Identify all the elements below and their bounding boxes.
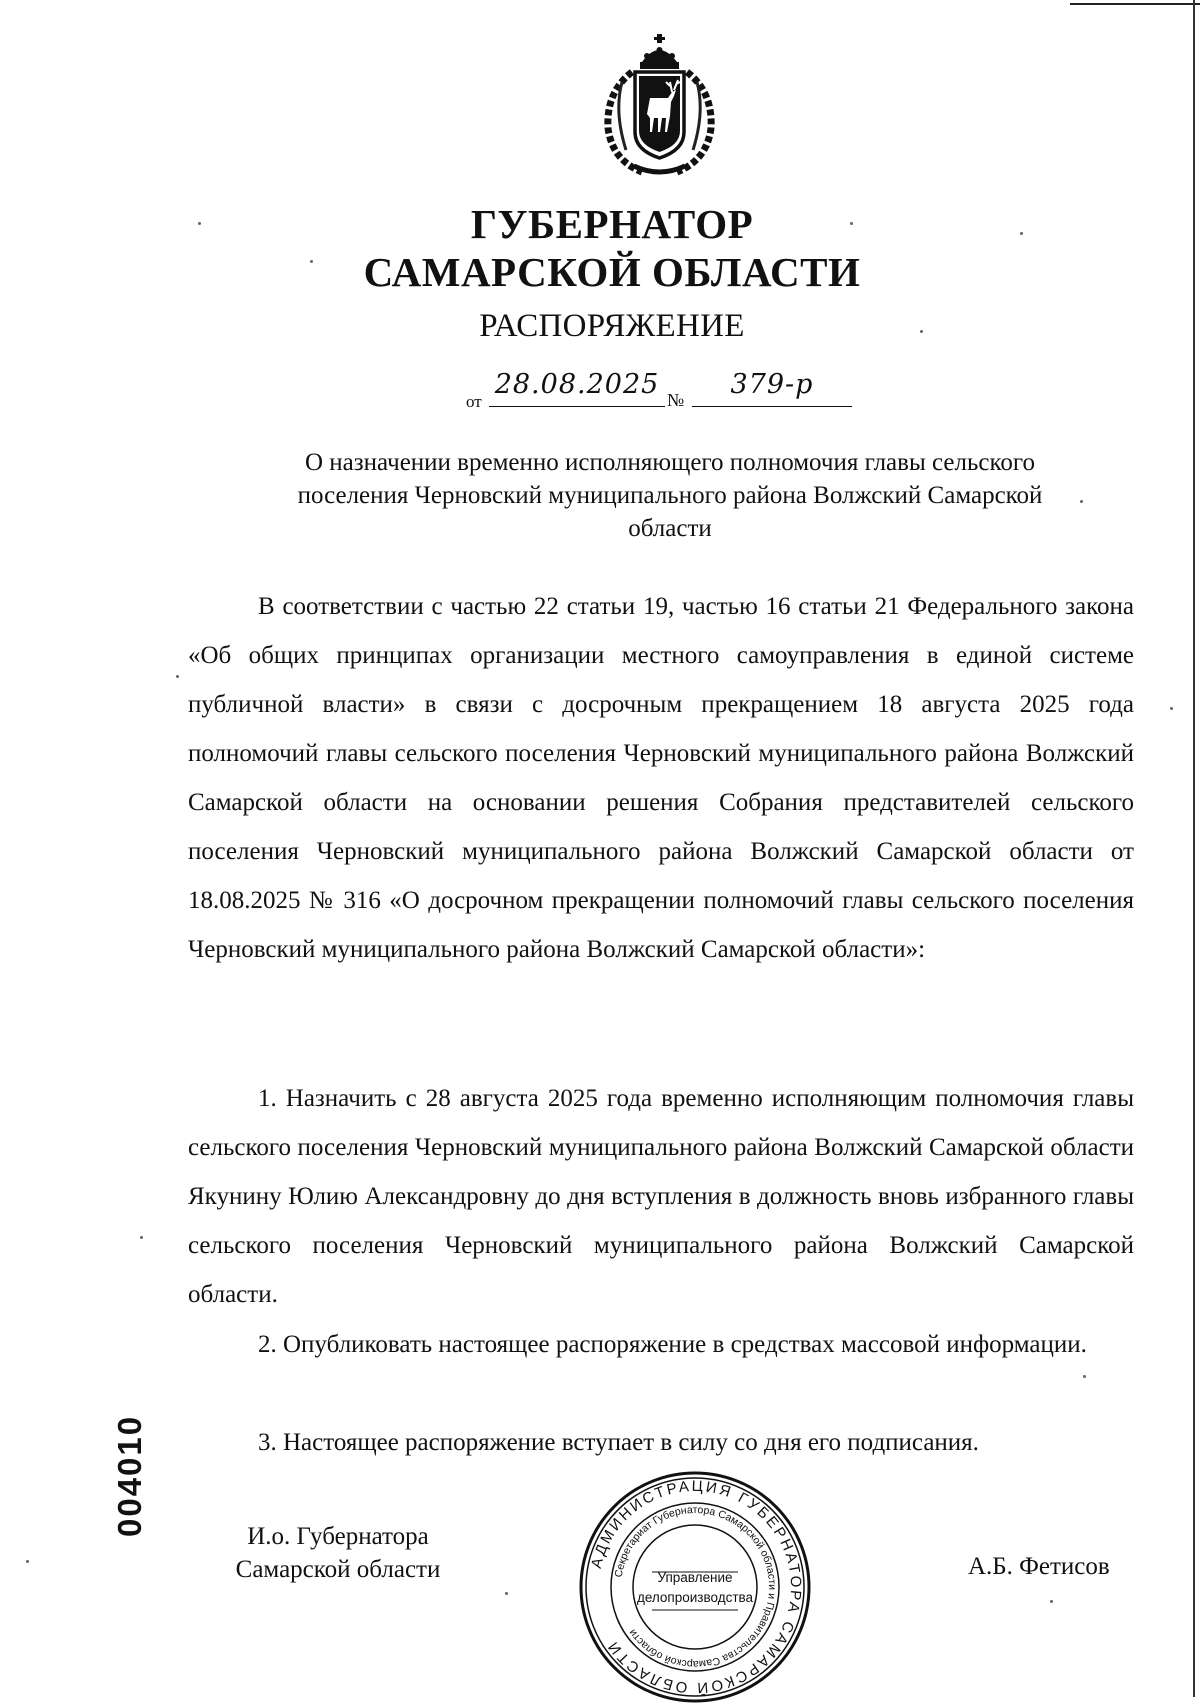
official-round-stamp <box>576 1468 814 1706</box>
item2-block <box>188 1320 1134 1369</box>
scan-speck <box>198 222 201 225</box>
signatory-position-line1: И.о. Губернатора <box>247 1523 429 1550</box>
serial-number-text: 004010 <box>111 1414 148 1537</box>
document-subject: О назначении временно исполняющего полномочия главы сельского поселения Черновский муниципального района Волжский Самарской области <box>297 449 1043 542</box>
scan-speck <box>26 1560 29 1563</box>
document-type: РАСПОРЯЖЕНИЕ <box>479 308 745 344</box>
scan-speck <box>140 1236 143 1239</box>
scan-speck <box>505 1592 508 1595</box>
item-2-paragraph: 2. Опубликовать настоящее распоряжение в средствах массовой информации. <box>258 1331 1087 1358</box>
scan-speck <box>1020 232 1023 235</box>
issuer-title-line2: САМАРСКОЙ ОБЛАСТИ <box>363 249 861 295</box>
scan-speck <box>1083 1375 1086 1378</box>
signatory-position-line2: Самарской области <box>235 1556 441 1583</box>
serial-number <box>110 1414 150 1537</box>
item-3-paragraph: 3. Настоящее распоряжение вступает в силу со дня его подписания. <box>258 1429 979 1456</box>
stamp-center-line1: Управление <box>657 1570 733 1585</box>
scan-speck <box>310 260 313 263</box>
scan-speck <box>176 675 179 678</box>
handwritten-date: 28.08.2025 <box>489 368 665 407</box>
handwritten-number: 379-р <box>692 368 852 407</box>
stamp-center-line2: делопроизводства <box>636 1590 754 1605</box>
item3-block <box>188 1418 1134 1467</box>
svg-text:Секретариат Губернатора Самарс <box>613 1504 778 1670</box>
scan-speck <box>1050 1600 1053 1603</box>
preamble-block <box>188 582 1134 974</box>
signatory-name: А.Б. Фетисов <box>968 1553 1110 1580</box>
number-prefix: № <box>667 390 685 410</box>
coat-of-arms-emblem <box>592 32 727 177</box>
scan-speck <box>1170 707 1173 710</box>
scan-speck <box>920 330 923 333</box>
date-prefix: от <box>466 392 482 411</box>
scan-speck <box>1080 500 1083 503</box>
signatory-position <box>218 1520 458 1586</box>
preamble-paragraph: В соответствии с частью 22 статьи 19, частью 16 статьи 21 Федерального закона «Об общих принципах организации местного самоуправления в единой системе публичной власти» в связи с досрочным прекращением 18 августа 2025 года полномочий главы сельского поселения Черновский муниципального района Волжский Самарской области на основании решения Собрания представителей сельского поселения Черновский муниципального района Волжский Самарской области от 18.08.2025 № 316 «О досрочном прекращении полномочий главы сельского поселения Черновский муниципального района Волжский Самарской области»: <box>188 593 1134 963</box>
scan-speck <box>850 222 853 225</box>
issuer-title-line1: ГУБЕРНАТОР <box>470 201 754 247</box>
stamp-inner-ring-text: Секретариат Губернатора Самарской области и Правительства Самарской области <box>612 1503 779 1671</box>
scan-edge-top <box>1070 3 1200 5</box>
item1-block <box>188 1074 1134 1319</box>
stamp-outer-text: АДМИНИСТРАЦИЯ ГУБЕРНАТОРА САМАРСКОЙ ОБЛАСТИ <box>587 1477 805 1697</box>
item-1-paragraph: 1. Назначить с 28 августа 2025 года временно исполняющим полномочия главы сельского поселения Черновский муниципального района Волжский Самарской области Якунину Юлию Александровну до дня вступления в должность вновь избранного главы сельского поселения Черновский муниципального района Волжский Самарской области. <box>188 1085 1134 1308</box>
